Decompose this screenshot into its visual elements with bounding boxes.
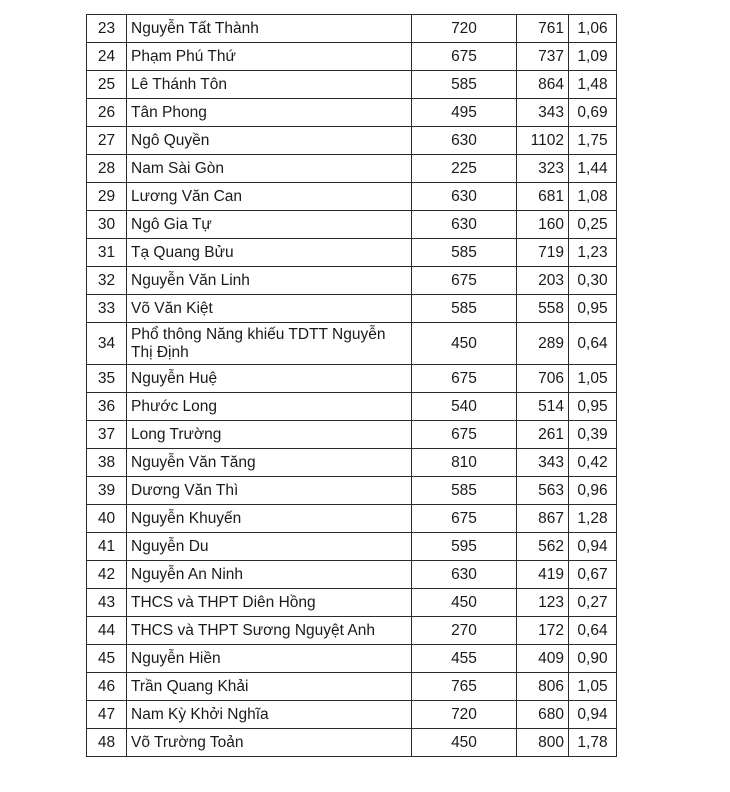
ratio-cell: 0,69 (569, 99, 617, 127)
quota-cell: 450 (412, 323, 517, 365)
table-body (87, 15, 617, 757)
school-name-cell: Nguyễn An Ninh (127, 561, 412, 589)
table-row (87, 295, 617, 323)
table-row (87, 505, 617, 533)
row-number-cell: 29 (87, 183, 127, 211)
school-name-cell: Ngô Quyền (127, 127, 412, 155)
registered-cell: 761 (517, 15, 569, 43)
registered-cell: 343 (517, 99, 569, 127)
table-row (87, 393, 617, 421)
quota-cell: 630 (412, 211, 517, 239)
school-name-cell: THCS và THPT Sương Nguyệt Anh (127, 617, 412, 645)
quota-cell: 225 (412, 155, 517, 183)
ratio-cell: 0,90 (569, 645, 617, 673)
registered-cell: 681 (517, 183, 569, 211)
quota-cell: 455 (412, 645, 517, 673)
ratio-cell: 0,30 (569, 267, 617, 295)
quota-cell: 675 (412, 267, 517, 295)
ratio-cell: 1,06 (569, 15, 617, 43)
registered-cell: 706 (517, 365, 569, 393)
ratio-cell: 0,94 (569, 701, 617, 729)
quota-cell: 450 (412, 729, 517, 757)
school-name-cell: Nguyễn Hiền (127, 645, 412, 673)
table-row (87, 533, 617, 561)
table-row (87, 183, 617, 211)
ratio-cell: 0,67 (569, 561, 617, 589)
table-row (87, 561, 617, 589)
school-name-cell: Tạ Quang Bửu (127, 239, 412, 267)
table-row (87, 449, 617, 477)
school-name-cell: Long Trường (127, 421, 412, 449)
registered-cell: 203 (517, 267, 569, 295)
school-name-cell: Võ Văn Kiệt (127, 295, 412, 323)
registered-cell: 719 (517, 239, 569, 267)
quota-cell: 540 (412, 393, 517, 421)
row-number-cell: 31 (87, 239, 127, 267)
quota-cell: 595 (412, 533, 517, 561)
table-row (87, 99, 617, 127)
ratio-cell: 0,25 (569, 211, 617, 239)
row-number-cell: 34 (87, 323, 127, 365)
registered-cell: 800 (517, 729, 569, 757)
quota-cell: 270 (412, 617, 517, 645)
school-name-cell: Trần Quang Khải (127, 673, 412, 701)
school-name-cell: Phước Long (127, 393, 412, 421)
row-number-cell: 44 (87, 617, 127, 645)
registered-cell: 563 (517, 477, 569, 505)
registered-cell: 323 (517, 155, 569, 183)
row-number-cell: 23 (87, 15, 127, 43)
table-row (87, 71, 617, 99)
ratio-cell: 0,64 (569, 617, 617, 645)
ratio-cell: 0,39 (569, 421, 617, 449)
school-name-cell: Phạm Phú Thứ (127, 43, 412, 71)
table-row (87, 43, 617, 71)
row-number-cell: 42 (87, 561, 127, 589)
school-name-cell: Lương Văn Can (127, 183, 412, 211)
table-row (87, 701, 617, 729)
registered-cell: 261 (517, 421, 569, 449)
row-number-cell: 26 (87, 99, 127, 127)
table-row (87, 421, 617, 449)
table-row (87, 673, 617, 701)
table-row (87, 589, 617, 617)
school-name-cell: THCS và THPT Diên Hồng (127, 589, 412, 617)
ratio-cell: 0,27 (569, 589, 617, 617)
quota-cell: 585 (412, 239, 517, 267)
registered-cell: 514 (517, 393, 569, 421)
table-row (87, 617, 617, 645)
ratio-cell: 0,94 (569, 533, 617, 561)
table-row (87, 645, 617, 673)
table-row (87, 477, 617, 505)
ratio-cell: 1,44 (569, 155, 617, 183)
quota-cell: 495 (412, 99, 517, 127)
ratio-cell: 1,08 (569, 183, 617, 211)
school-name-cell: Nguyễn Văn Linh (127, 267, 412, 295)
school-name-cell: Nguyễn Khuyến (127, 505, 412, 533)
school-name-cell: Dương Văn Thì (127, 477, 412, 505)
school-quota-table (86, 14, 617, 757)
table-row (87, 323, 617, 365)
school-name-cell: Tân Phong (127, 99, 412, 127)
table-row (87, 155, 617, 183)
row-number-cell: 39 (87, 477, 127, 505)
quota-cell: 585 (412, 295, 517, 323)
school-name-cell: Nguyễn Tất Thành (127, 15, 412, 43)
school-name-cell: Nguyễn Văn Tăng (127, 449, 412, 477)
row-number-cell: 27 (87, 127, 127, 155)
registered-cell: 558 (517, 295, 569, 323)
school-name-cell: Nguyễn Huệ (127, 365, 412, 393)
quota-cell: 450 (412, 589, 517, 617)
registered-cell: 737 (517, 43, 569, 71)
quota-cell: 630 (412, 183, 517, 211)
school-name-cell: Phổ thông Năng khiếu TDTT Nguyễn Thị Định (127, 323, 412, 365)
row-number-cell: 32 (87, 267, 127, 295)
quota-cell: 630 (412, 127, 517, 155)
ratio-cell: 1,09 (569, 43, 617, 71)
quota-cell: 765 (412, 673, 517, 701)
quota-cell: 675 (412, 43, 517, 71)
registered-cell: 867 (517, 505, 569, 533)
row-number-cell: 25 (87, 71, 127, 99)
registered-cell: 419 (517, 561, 569, 589)
registered-cell: 806 (517, 673, 569, 701)
row-number-cell: 36 (87, 393, 127, 421)
ratio-cell: 1,05 (569, 365, 617, 393)
school-name-cell: Nam Sài Gòn (127, 155, 412, 183)
registered-cell: 289 (517, 323, 569, 365)
school-name-cell: Lê Thánh Tôn (127, 71, 412, 99)
row-number-cell: 24 (87, 43, 127, 71)
registered-cell: 562 (517, 533, 569, 561)
quota-cell: 675 (412, 365, 517, 393)
ratio-cell: 1,75 (569, 127, 617, 155)
ratio-cell: 0,42 (569, 449, 617, 477)
row-number-cell: 48 (87, 729, 127, 757)
registered-cell: 864 (517, 71, 569, 99)
quota-cell: 630 (412, 561, 517, 589)
registered-cell: 343 (517, 449, 569, 477)
registered-cell: 1102 (517, 127, 569, 155)
table-row (87, 267, 617, 295)
row-number-cell: 38 (87, 449, 127, 477)
quota-cell: 810 (412, 449, 517, 477)
ratio-cell: 0,96 (569, 477, 617, 505)
table-row (87, 127, 617, 155)
table-row (87, 239, 617, 267)
table-row (87, 729, 617, 757)
ratio-cell: 1,78 (569, 729, 617, 757)
row-number-cell: 30 (87, 211, 127, 239)
quota-cell: 585 (412, 71, 517, 99)
row-number-cell: 45 (87, 645, 127, 673)
row-number-cell: 46 (87, 673, 127, 701)
school-name-cell: Ngô Gia Tự (127, 211, 412, 239)
ratio-cell: 0,95 (569, 295, 617, 323)
registered-cell: 172 (517, 617, 569, 645)
registered-cell: 160 (517, 211, 569, 239)
ratio-cell: 1,23 (569, 239, 617, 267)
quota-cell: 585 (412, 477, 517, 505)
ratio-cell: 1,05 (569, 673, 617, 701)
row-number-cell: 28 (87, 155, 127, 183)
registered-cell: 680 (517, 701, 569, 729)
quota-cell: 675 (412, 505, 517, 533)
row-number-cell: 33 (87, 295, 127, 323)
ratio-cell: 1,28 (569, 505, 617, 533)
table-row (87, 365, 617, 393)
school-name-cell: Nam Kỳ Khởi Nghĩa (127, 701, 412, 729)
row-number-cell: 40 (87, 505, 127, 533)
row-number-cell: 37 (87, 421, 127, 449)
quota-cell: 720 (412, 15, 517, 43)
row-number-cell: 43 (87, 589, 127, 617)
ratio-cell: 1,48 (569, 71, 617, 99)
table-row (87, 15, 617, 43)
row-number-cell: 47 (87, 701, 127, 729)
school-name-cell: Nguyễn Du (127, 533, 412, 561)
registered-cell: 123 (517, 589, 569, 617)
quota-cell: 720 (412, 701, 517, 729)
row-number-cell: 41 (87, 533, 127, 561)
registered-cell: 409 (517, 645, 569, 673)
ratio-cell: 0,95 (569, 393, 617, 421)
school-name-cell: Võ Trường Toản (127, 729, 412, 757)
row-number-cell: 35 (87, 365, 127, 393)
table-row (87, 211, 617, 239)
ratio-cell: 0,64 (569, 323, 617, 365)
quota-cell: 675 (412, 421, 517, 449)
